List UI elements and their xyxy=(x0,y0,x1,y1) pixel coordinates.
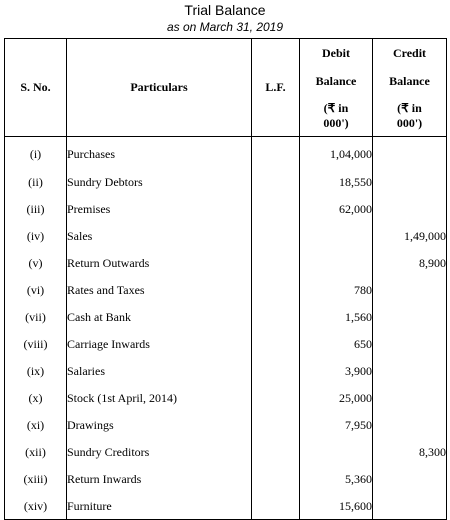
cell-credit xyxy=(373,168,447,195)
cell-sno: (vii) xyxy=(5,303,67,330)
cell-debit xyxy=(300,222,373,249)
cell-credit xyxy=(373,411,447,438)
table-row xyxy=(5,222,447,249)
header-debit-line3: (₹ in xyxy=(323,101,349,115)
cell-debit xyxy=(300,438,373,465)
cell-particulars: Carriage Inwards xyxy=(67,330,252,357)
cell-lf xyxy=(252,249,300,276)
header-credit xyxy=(373,39,447,137)
cell-lf xyxy=(252,222,300,249)
table-row xyxy=(5,168,447,195)
cell-particulars: Salaries xyxy=(67,357,252,384)
cell-lf xyxy=(252,492,300,520)
cell-lf xyxy=(252,384,300,411)
cell-debit: 3,900 xyxy=(300,357,373,384)
cell-sno: (xiii) xyxy=(5,465,67,492)
cell-particulars: Stock (1st April, 2014) xyxy=(67,384,252,411)
cell-particulars: Furniture xyxy=(67,492,252,520)
cell-debit: 5,360 xyxy=(300,465,373,492)
cell-debit: 1,04,000 xyxy=(300,137,373,169)
cell-credit xyxy=(373,195,447,222)
cell-particulars: Rates and Taxes xyxy=(67,276,252,303)
header-credit-line2: Balance xyxy=(389,74,430,88)
header-debit-line2: Balance xyxy=(315,74,357,88)
header-debit-line1: Debit xyxy=(322,46,350,60)
table-row xyxy=(5,330,447,357)
table-row xyxy=(5,137,447,169)
header-credit-line1: Credit xyxy=(392,46,427,60)
cell-credit xyxy=(373,384,447,411)
header-lf: L.F. xyxy=(252,39,300,137)
header-particulars: Particulars xyxy=(67,39,252,137)
cell-debit: 7,950 xyxy=(300,411,373,438)
cell-debit: 18,550 xyxy=(300,168,373,195)
cell-sno: (vi) xyxy=(5,276,67,303)
cell-particulars: Drawings xyxy=(67,411,252,438)
cell-debit: 1,560 xyxy=(300,303,373,330)
table-row xyxy=(5,438,447,465)
cell-particulars: Sundry Creditors xyxy=(67,438,252,465)
table-row xyxy=(5,249,447,276)
cell-sno: (iii) xyxy=(5,195,67,222)
cell-credit: 8,900 xyxy=(373,249,447,276)
table-row xyxy=(5,276,447,303)
header-debit-line4: 000') xyxy=(323,116,349,130)
cell-sno: (xi) xyxy=(5,411,67,438)
cell-lf xyxy=(252,195,300,222)
cell-particulars: Sundry Debtors xyxy=(67,168,252,195)
cell-debit: 62,000 xyxy=(300,195,373,222)
cell-credit xyxy=(373,357,447,384)
cell-sno: (x) xyxy=(5,384,67,411)
cell-lf xyxy=(252,303,300,330)
cell-lf xyxy=(252,276,300,303)
table-row xyxy=(5,465,447,492)
cell-sno: (ii) xyxy=(5,168,67,195)
page-title: Trial Balance xyxy=(184,2,266,18)
cell-sno: (viii) xyxy=(5,330,67,357)
cell-sno: (v) xyxy=(5,249,67,276)
cell-lf xyxy=(252,411,300,438)
cell-debit: 25,000 xyxy=(300,384,373,411)
header-credit-line4: 000') xyxy=(396,116,423,130)
cell-debit xyxy=(300,249,373,276)
trial-balance-table xyxy=(4,38,447,520)
cell-credit xyxy=(373,330,447,357)
header-row xyxy=(5,39,447,137)
cell-particulars: Sales xyxy=(67,222,252,249)
cell-lf xyxy=(252,438,300,465)
table-row xyxy=(5,411,447,438)
table-row xyxy=(5,195,447,222)
cell-credit xyxy=(373,276,447,303)
cell-particulars: Return Inwards xyxy=(67,465,252,492)
cell-credit: 8,300 xyxy=(373,438,447,465)
table-row xyxy=(5,384,447,411)
cell-particulars: Cash at Bank xyxy=(67,303,252,330)
cell-credit xyxy=(373,137,447,169)
cell-credit xyxy=(373,303,447,330)
cell-sno: (xiv) xyxy=(5,492,67,520)
cell-lf xyxy=(252,465,300,492)
cell-particulars: Purchases xyxy=(67,137,252,169)
cell-debit: 650 xyxy=(300,330,373,357)
cell-lf xyxy=(252,330,300,357)
cell-lf xyxy=(252,357,300,384)
cell-sno: (xii) xyxy=(5,438,67,465)
page-subtitle: as on March 31, 2019 xyxy=(166,20,284,34)
cell-credit xyxy=(373,492,447,520)
table-row xyxy=(5,303,447,330)
header-debit xyxy=(300,39,373,137)
cell-credit xyxy=(373,465,447,492)
table-row xyxy=(5,492,447,520)
cell-lf xyxy=(252,168,300,195)
cell-sno: (ix) xyxy=(5,357,67,384)
cell-credit: 1,49,000 xyxy=(373,222,447,249)
table-row xyxy=(5,357,447,384)
header-credit-line3: (₹ in xyxy=(397,101,422,115)
cell-particulars: Premises xyxy=(67,195,252,222)
cell-particulars: Return Outwards xyxy=(67,249,252,276)
cell-sno: (iv) xyxy=(5,222,67,249)
cell-sno: (i) xyxy=(5,137,67,169)
cell-lf xyxy=(252,137,300,169)
cell-debit: 780 xyxy=(300,276,373,303)
header-sno: S. No. xyxy=(5,39,67,137)
cell-debit: 15,600 xyxy=(300,492,373,520)
